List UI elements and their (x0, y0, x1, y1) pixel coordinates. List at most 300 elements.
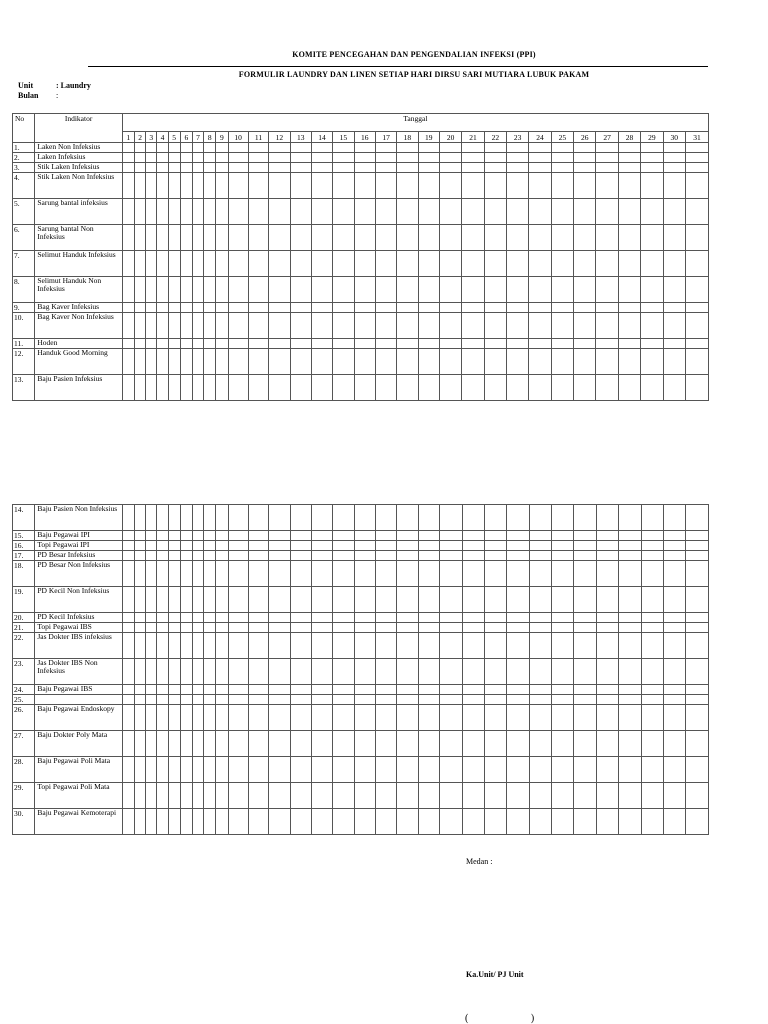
day-cell[interactable] (204, 173, 216, 199)
day-cell[interactable] (397, 339, 418, 349)
day-cell[interactable] (354, 251, 375, 277)
day-cell[interactable] (157, 251, 168, 277)
day-cell[interactable] (618, 163, 640, 173)
day-cell[interactable] (290, 685, 311, 695)
day-cell[interactable] (397, 251, 418, 277)
day-cell[interactable] (157, 551, 168, 561)
day-cell[interactable] (216, 695, 228, 705)
day-cell[interactable] (397, 561, 418, 587)
day-cell[interactable] (685, 303, 708, 313)
day-cell[interactable] (333, 783, 354, 809)
day-cell[interactable] (375, 153, 396, 163)
day-cell[interactable] (180, 695, 192, 705)
day-cell[interactable] (269, 561, 290, 587)
day-cell[interactable] (686, 551, 709, 561)
day-cell[interactable] (311, 225, 332, 251)
day-cell[interactable] (180, 349, 192, 375)
day-cell[interactable] (641, 173, 663, 199)
day-cell[interactable] (397, 551, 418, 561)
day-cell[interactable] (192, 303, 203, 313)
day-cell[interactable] (507, 587, 529, 613)
day-cell[interactable] (135, 251, 146, 277)
day-cell[interactable] (312, 633, 333, 659)
day-cell[interactable] (663, 277, 685, 303)
day-cell[interactable] (216, 199, 228, 225)
day-cell[interactable] (484, 339, 506, 349)
day-cell[interactable] (228, 695, 248, 705)
day-cell[interactable] (146, 339, 157, 349)
day-cell[interactable] (397, 349, 418, 375)
day-cell[interactable] (312, 531, 333, 541)
day-cell[interactable] (462, 685, 484, 695)
day-cell[interactable] (596, 623, 618, 633)
day-cell[interactable] (146, 199, 157, 225)
day-cell[interactable] (333, 143, 354, 153)
day-cell[interactable] (180, 659, 192, 685)
day-cell[interactable] (686, 505, 709, 531)
day-cell[interactable] (157, 163, 168, 173)
day-cell[interactable] (269, 633, 290, 659)
day-cell[interactable] (180, 153, 192, 163)
day-cell[interactable] (311, 143, 332, 153)
day-cell[interactable] (397, 809, 418, 835)
day-cell[interactable] (192, 251, 203, 277)
day-cell[interactable] (507, 541, 529, 551)
day-cell[interactable] (552, 531, 574, 541)
day-cell[interactable] (397, 623, 418, 633)
day-cell[interactable] (216, 659, 228, 685)
day-cell[interactable] (168, 809, 180, 835)
day-cell[interactable] (685, 225, 708, 251)
day-cell[interactable] (290, 633, 311, 659)
day-cell[interactable] (618, 173, 640, 199)
day-cell[interactable] (180, 303, 192, 313)
day-cell[interactable] (216, 587, 228, 613)
day-cell[interactable] (180, 505, 192, 531)
day-cell[interactable] (507, 783, 529, 809)
day-cell[interactable] (269, 731, 290, 757)
day-cell[interactable] (312, 505, 333, 531)
day-cell[interactable] (333, 541, 354, 551)
day-cell[interactable] (135, 659, 146, 685)
day-cell[interactable] (193, 561, 204, 587)
day-cell[interactable] (552, 731, 574, 757)
day-cell[interactable] (180, 541, 192, 551)
day-cell[interactable] (462, 153, 484, 163)
day-cell[interactable] (397, 313, 418, 339)
day-cell[interactable] (574, 633, 596, 659)
day-cell[interactable] (663, 251, 685, 277)
day-cell[interactable] (529, 531, 551, 541)
day-cell[interactable] (641, 685, 663, 695)
day-cell[interactable] (180, 277, 192, 303)
day-cell[interactable] (484, 225, 506, 251)
day-cell[interactable] (354, 695, 375, 705)
day-cell[interactable] (168, 783, 180, 809)
day-cell[interactable] (311, 163, 332, 173)
day-cell[interactable] (135, 551, 146, 561)
day-cell[interactable] (146, 685, 157, 695)
day-cell[interactable] (122, 659, 134, 685)
day-cell[interactable] (354, 505, 375, 531)
day-cell[interactable] (529, 173, 551, 199)
day-cell[interactable] (269, 163, 290, 173)
day-cell[interactable] (397, 505, 418, 531)
day-cell[interactable] (269, 349, 290, 375)
day-cell[interactable] (663, 143, 685, 153)
day-cell[interactable] (574, 685, 596, 695)
day-cell[interactable] (397, 705, 418, 731)
day-cell[interactable] (685, 143, 708, 153)
day-cell[interactable] (290, 153, 311, 163)
day-cell[interactable] (507, 561, 529, 587)
day-cell[interactable] (551, 173, 573, 199)
day-cell[interactable] (204, 783, 216, 809)
day-cell[interactable] (157, 695, 168, 705)
day-cell[interactable] (686, 809, 709, 835)
day-cell[interactable] (312, 695, 333, 705)
day-cell[interactable] (397, 153, 418, 163)
day-cell[interactable] (216, 225, 228, 251)
day-cell[interactable] (290, 349, 311, 375)
day-cell[interactable] (269, 809, 290, 835)
day-cell[interactable] (146, 163, 157, 173)
day-cell[interactable] (685, 251, 708, 277)
day-cell[interactable] (269, 173, 290, 199)
day-cell[interactable] (248, 695, 268, 705)
day-cell[interactable] (507, 277, 529, 303)
day-cell[interactable] (529, 505, 551, 531)
day-cell[interactable] (686, 757, 709, 783)
day-cell[interactable] (354, 303, 375, 313)
day-cell[interactable] (507, 623, 529, 633)
day-cell[interactable] (686, 695, 709, 705)
day-cell[interactable] (333, 313, 354, 339)
day-cell[interactable] (146, 551, 157, 561)
day-cell[interactable] (228, 349, 248, 375)
day-cell[interactable] (574, 251, 596, 277)
day-cell[interactable] (619, 531, 641, 541)
day-cell[interactable] (269, 225, 290, 251)
day-cell[interactable] (418, 163, 439, 173)
day-cell[interactable] (228, 809, 248, 835)
day-cell[interactable] (168, 143, 180, 153)
day-cell[interactable] (685, 199, 708, 225)
day-cell[interactable] (168, 349, 180, 375)
day-cell[interactable] (122, 303, 134, 313)
day-cell[interactable] (135, 375, 146, 401)
day-cell[interactable] (596, 633, 618, 659)
day-cell[interactable] (312, 783, 333, 809)
day-cell[interactable] (204, 551, 216, 561)
day-cell[interactable] (418, 587, 439, 613)
day-cell[interactable] (484, 659, 506, 685)
day-cell[interactable] (418, 561, 439, 587)
day-cell[interactable] (157, 685, 168, 695)
day-cell[interactable] (168, 731, 180, 757)
day-cell[interactable] (663, 349, 685, 375)
day-cell[interactable] (269, 153, 290, 163)
day-cell[interactable] (439, 339, 461, 349)
day-cell[interactable] (641, 313, 663, 339)
day-cell[interactable] (641, 757, 663, 783)
day-cell[interactable] (146, 349, 157, 375)
day-cell[interactable] (269, 143, 290, 153)
day-cell[interactable] (596, 659, 618, 685)
day-cell[interactable] (204, 731, 216, 757)
day-cell[interactable] (216, 303, 228, 313)
day-cell[interactable] (507, 153, 529, 163)
day-cell[interactable] (135, 705, 146, 731)
day-cell[interactable] (484, 153, 506, 163)
day-cell[interactable] (641, 375, 663, 401)
day-cell[interactable] (484, 561, 506, 587)
day-cell[interactable] (596, 783, 618, 809)
day-cell[interactable] (311, 173, 332, 199)
day-cell[interactable] (311, 313, 332, 339)
day-cell[interactable] (146, 303, 157, 313)
day-cell[interactable] (685, 339, 708, 349)
day-cell[interactable] (290, 659, 311, 685)
day-cell[interactable] (354, 705, 375, 731)
day-cell[interactable] (596, 339, 618, 349)
day-cell[interactable] (228, 339, 248, 349)
day-cell[interactable] (193, 587, 204, 613)
day-cell[interactable] (529, 349, 551, 375)
day-cell[interactable] (168, 251, 180, 277)
day-cell[interactable] (462, 551, 484, 561)
day-cell[interactable] (641, 143, 663, 153)
day-cell[interactable] (135, 349, 146, 375)
day-cell[interactable] (685, 313, 708, 339)
day-cell[interactable] (440, 551, 462, 561)
day-cell[interactable] (641, 163, 663, 173)
day-cell[interactable] (146, 659, 157, 685)
day-cell[interactable] (641, 303, 663, 313)
day-cell[interactable] (168, 695, 180, 705)
day-cell[interactable] (168, 705, 180, 731)
day-cell[interactable] (596, 163, 618, 173)
day-cell[interactable] (462, 531, 484, 541)
day-cell[interactable] (333, 731, 354, 757)
day-cell[interactable] (574, 531, 596, 541)
day-cell[interactable] (216, 313, 228, 339)
day-cell[interactable] (290, 541, 311, 551)
day-cell[interactable] (311, 349, 332, 375)
day-cell[interactable] (168, 757, 180, 783)
day-cell[interactable] (641, 531, 663, 541)
day-cell[interactable] (122, 531, 134, 541)
day-cell[interactable] (157, 659, 168, 685)
day-cell[interactable] (551, 153, 573, 163)
day-cell[interactable] (228, 633, 248, 659)
day-cell[interactable] (551, 303, 573, 313)
day-cell[interactable] (596, 153, 618, 163)
day-cell[interactable] (248, 561, 268, 587)
day-cell[interactable] (192, 277, 203, 303)
day-cell[interactable] (290, 277, 311, 303)
day-cell[interactable] (552, 783, 574, 809)
day-cell[interactable] (146, 375, 157, 401)
day-cell[interactable] (193, 695, 204, 705)
day-cell[interactable] (376, 587, 397, 613)
day-cell[interactable] (290, 303, 311, 313)
day-cell[interactable] (311, 375, 332, 401)
day-cell[interactable] (618, 153, 640, 163)
day-cell[interactable] (354, 809, 375, 835)
day-cell[interactable] (135, 199, 146, 225)
day-cell[interactable] (135, 587, 146, 613)
day-cell[interactable] (529, 375, 551, 401)
day-cell[interactable] (290, 251, 311, 277)
day-cell[interactable] (663, 225, 685, 251)
day-cell[interactable] (418, 659, 439, 685)
day-cell[interactable] (375, 251, 396, 277)
day-cell[interactable] (418, 303, 439, 313)
day-cell[interactable] (228, 541, 248, 551)
day-cell[interactable] (354, 731, 375, 757)
day-cell[interactable] (375, 313, 396, 339)
day-cell[interactable] (397, 173, 418, 199)
day-cell[interactable] (204, 339, 216, 349)
day-cell[interactable] (685, 173, 708, 199)
day-cell[interactable] (596, 349, 618, 375)
day-cell[interactable] (204, 251, 216, 277)
day-cell[interactable] (122, 809, 134, 835)
day-cell[interactable] (418, 313, 439, 339)
day-cell[interactable] (619, 561, 641, 587)
day-cell[interactable] (529, 783, 551, 809)
day-cell[interactable] (418, 173, 439, 199)
day-cell[interactable] (269, 685, 290, 695)
day-cell[interactable] (619, 705, 641, 731)
day-cell[interactable] (574, 505, 596, 531)
day-cell[interactable] (354, 541, 375, 551)
day-cell[interactable] (193, 613, 204, 623)
day-cell[interactable] (146, 757, 157, 783)
day-cell[interactable] (439, 199, 461, 225)
day-cell[interactable] (157, 277, 168, 303)
day-cell[interactable] (619, 685, 641, 695)
day-cell[interactable] (333, 685, 354, 695)
day-cell[interactable] (122, 613, 134, 623)
day-cell[interactable] (180, 757, 192, 783)
day-cell[interactable] (551, 277, 573, 303)
day-cell[interactable] (462, 339, 484, 349)
day-cell[interactable] (596, 587, 618, 613)
day-cell[interactable] (462, 623, 484, 633)
day-cell[interactable] (157, 153, 168, 163)
day-cell[interactable] (228, 225, 248, 251)
day-cell[interactable] (618, 225, 640, 251)
day-cell[interactable] (507, 551, 529, 561)
day-cell[interactable] (397, 531, 418, 541)
day-cell[interactable] (290, 561, 311, 587)
day-cell[interactable] (418, 143, 439, 153)
day-cell[interactable] (168, 225, 180, 251)
day-cell[interactable] (507, 531, 529, 541)
day-cell[interactable] (376, 505, 397, 531)
day-cell[interactable] (122, 339, 134, 349)
day-cell[interactable] (193, 685, 204, 695)
day-cell[interactable] (507, 705, 529, 731)
day-cell[interactable] (146, 809, 157, 835)
day-cell[interactable] (462, 809, 484, 835)
day-cell[interactable] (228, 705, 248, 731)
day-cell[interactable] (122, 505, 134, 531)
day-cell[interactable] (354, 531, 375, 541)
day-cell[interactable] (619, 613, 641, 623)
day-cell[interactable] (180, 173, 192, 199)
day-cell[interactable] (618, 303, 640, 313)
day-cell[interactable] (484, 349, 506, 375)
day-cell[interactable] (204, 685, 216, 695)
day-cell[interactable] (204, 633, 216, 659)
day-cell[interactable] (462, 587, 484, 613)
day-cell[interactable] (193, 633, 204, 659)
day-cell[interactable] (397, 731, 418, 757)
day-cell[interactable] (484, 695, 506, 705)
day-cell[interactable] (552, 809, 574, 835)
day-cell[interactable] (204, 757, 216, 783)
day-cell[interactable] (439, 349, 461, 375)
day-cell[interactable] (290, 143, 311, 153)
day-cell[interactable] (146, 587, 157, 613)
day-cell[interactable] (462, 633, 484, 659)
day-cell[interactable] (574, 551, 596, 561)
day-cell[interactable] (157, 705, 168, 731)
day-cell[interactable] (686, 613, 709, 623)
day-cell[interactable] (290, 623, 311, 633)
day-cell[interactable] (529, 143, 551, 153)
day-cell[interactable] (439, 225, 461, 251)
day-cell[interactable] (484, 757, 506, 783)
day-cell[interactable] (507, 143, 529, 153)
day-cell[interactable] (248, 349, 268, 375)
day-cell[interactable] (439, 277, 461, 303)
day-cell[interactable] (122, 541, 134, 551)
day-cell[interactable] (574, 313, 596, 339)
day-cell[interactable] (551, 349, 573, 375)
day-cell[interactable] (507, 251, 529, 277)
day-cell[interactable] (507, 199, 529, 225)
day-cell[interactable] (418, 375, 439, 401)
day-cell[interactable] (552, 757, 574, 783)
day-cell[interactable] (551, 339, 573, 349)
day-cell[interactable] (354, 623, 375, 633)
day-cell[interactable] (440, 659, 462, 685)
day-cell[interactable] (135, 225, 146, 251)
day-cell[interactable] (596, 303, 618, 313)
day-cell[interactable] (462, 695, 484, 705)
day-cell[interactable] (193, 541, 204, 551)
day-cell[interactable] (204, 349, 216, 375)
day-cell[interactable] (663, 757, 685, 783)
day-cell[interactable] (484, 633, 506, 659)
day-cell[interactable] (596, 731, 618, 757)
day-cell[interactable] (216, 173, 228, 199)
day-cell[interactable] (375, 163, 396, 173)
day-cell[interactable] (552, 551, 574, 561)
day-cell[interactable] (418, 153, 439, 163)
day-cell[interactable] (333, 303, 354, 313)
day-cell[interactable] (596, 705, 618, 731)
day-cell[interactable] (440, 561, 462, 587)
day-cell[interactable] (193, 757, 204, 783)
day-cell[interactable] (551, 375, 573, 401)
day-cell[interactable] (204, 505, 216, 531)
day-cell[interactable] (192, 143, 203, 153)
